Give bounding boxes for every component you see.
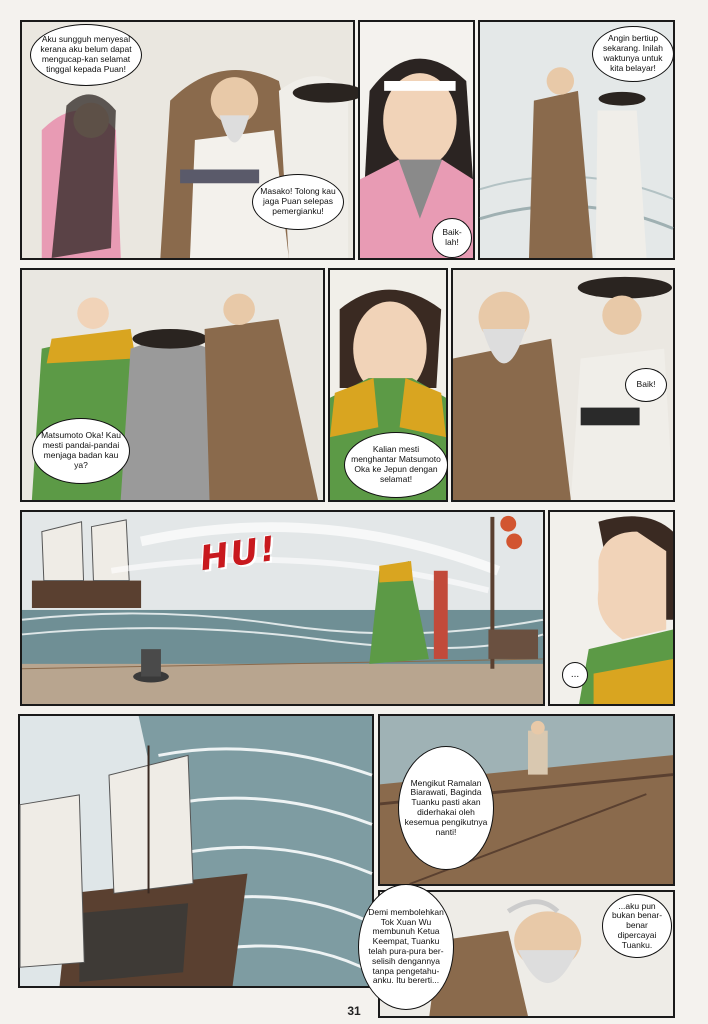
speech-bubble-9: Mengikut Ramalan Biarawati, Baginda Tuanku pasti akan diderhakai oleh kesemua pengikutnya nanti! <box>398 746 494 870</box>
panel-2-masako <box>358 20 475 260</box>
panel-5-matsumoto <box>328 268 448 502</box>
panel-8-watching <box>548 510 675 706</box>
thought-bubble: ... <box>562 662 588 688</box>
panel-11-reflection <box>368 890 675 1018</box>
panel-3-wind <box>478 20 675 260</box>
speech-bubble-4: Angin bertiup sekarang. Inilah waktunya untuk kita belayar! <box>592 26 674 82</box>
speech-bubble-11: ...aku pun bukan benar-benar dipercayai Tuanku. <box>602 894 672 958</box>
panel-9-sea <box>18 714 374 988</box>
sound-effect-hu: HU! <box>197 528 280 580</box>
page-number: 31 <box>347 1004 361 1018</box>
panel-10-ship-deck <box>378 714 675 886</box>
speech-bubble-10: Demi membolehkan Tok Xuan Wu membunuh Ketua Keempat, Tuanku telah pura-pura ber-selisih dengannya tanpa pengetahu-anku. Itu bererti... <box>358 884 454 1010</box>
panel-9-art <box>20 716 372 986</box>
speech-bubble-6: Kalian mesti menghantar Matsumoto Oka ke Jepun dengan selamat! <box>344 432 448 498</box>
speech-bubble-2: Masako! Tolong kau jaga Puan selepas pemergianku! <box>252 174 344 230</box>
speech-bubble-3: Baik-lah! <box>432 218 472 258</box>
panel-4-embrace <box>20 268 325 502</box>
panel-7-art <box>22 512 543 704</box>
speech-bubble-1: Aku sungguh menyesal kerana aku belum dapat mengucap-kan selamat tinggal kepada Puan! <box>30 24 142 86</box>
panel-7-departure <box>20 510 545 706</box>
speech-bubble-7: Baik! <box>625 368 667 402</box>
panel-1-farewell <box>20 20 355 260</box>
speech-bubble-5: Matsumoto Oka! Kau mesti pandai-pandai menjaga badan kau ya? <box>32 418 130 484</box>
panel-6-reply <box>451 268 675 502</box>
